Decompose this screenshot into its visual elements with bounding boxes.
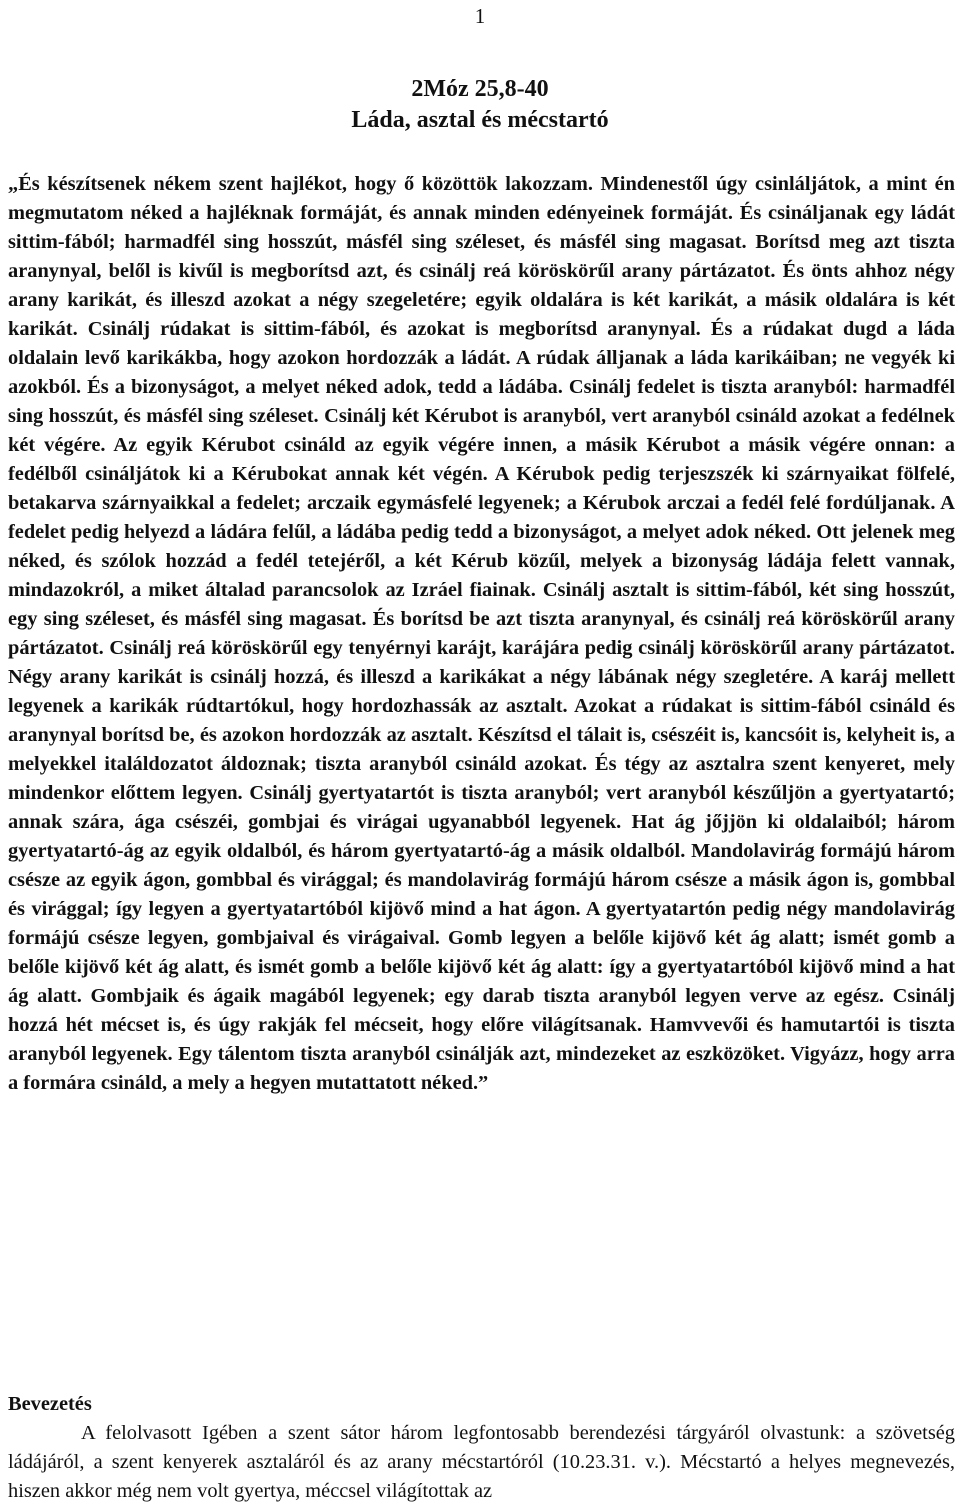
scripture-text: „És készítsenek nékem szent hajlékot, hogy ő közöttök lakozzam. Mindenestől úgy csinláljátok, a mint én megmutatom néked a hajléknak formáját, és annak minden edényeinek formáját. És csináljanak egy ládát sittim-fából; harmadfél sing hosszút, másfél sing széleset, és másfél sing magasat. Borítsd meg azt tiszta aranynyal, belől is kivűl is megborítsd azt, és csinálj reá köröskörűl arany pártázatot. És önts ahhoz négy arany karikát, és illeszd azokat a négy szegeletére; egyik oldalára is két karikát, a másik oldalára is két karikát. Csinálj rúdakat is sittim-fából, és azokat is megborítsd aranynyal. És a rúdakat dugd a láda oldalain levő karikákba, hogy azokon hordozzák a ládát. A rúdak álljanak a láda karikáiban; ne vegyék ki azokból. És a bizonyságot, a melyet néked adok, tedd a ládába. Csinálj fedelet is tiszta aranyból: harmadfél sing hosszút, és másfél sing széleset. Csinálj két Kérubot is aranyból, vert aranyból csináld azokat a fedélnek két végére. Az egyik Kérubot csináld az egyik végére innen, a másik Kérubot a másik végére onnan: a fedélből csináljátok ki a Kérubokat annak két végén. A Kérubok pedig terjeszszék ki szárnyaikat fölfelé, betakarva szárnyaikkal a fedelet; arczaik egymásfelé legyenek; a Kérubok arczai a fedél felé fordúljanak. A fedelet pedig helyezd a ládára felűl, a ládába pedig tedd a bizonyságot, a melyet adok néked. Ott jelenek meg néked, és szólok hozzád a fedél tetejéről, a két Kérub közűl, melyek a bizonyság ládája felett vannak, mindazokról, a miket általad parancsolok az Izráel fiainak. Csinálj asztalt is sittim-fából, két sing hosszút, egy sing széleset, és másfél sing magasat. És borítsd be azt tiszta aranynyal, és csinálj reá köröskörűl arany pártázatot. Csinálj reá köröskörűl egy tenyérnyi karájt, karájára pedig csinálj köröskörűl arany pártázatot. Négy arany karikát is csinálj hozzá, és illeszd a karikákat a négy lábának négy szegletére. A karáj mellett legyenek a karikák rúdtartókul, hogy hordozhassák az asztalt. Azokat a rúdakat is sittim-fából csináld és aranynyal borítsd be, és azokon hordozzák az asztalt. Készítsd el tálait is, csészéit is, kancsóit is, kelyheit is, a melyekkel italáldozatot áldoznak; tiszta aranyból csináld azokat. És tégy az asztalra szent kenyeret, mely mindenkor előttem legyen. Csinálj gyertyatartót is tiszta aranyból; vert aranyból készűljön a gyertyatartó; annak szára, ága csészéi, gombjai és virágai ugyanabból legyenek. Hat ág jőjjön ki oldalaiból; három gyertyatartó-ág az egyik oldalból, és három gyertyatartó-ág a másik oldalból. Mandolavirág formájú három csésze az egyik ágon, gombbal és virággal; és mandolavirág formájú három csésze a másik ágon is, gombbal és virággal; így legyen a gyertyatartóból kijövő mind a hat ágon. A gyertyatartón pedig négy mandolavirág formájú csésze legyen, gombjaival és virágaival. Gomb legyen a belőle kijövő két ág alatt; ismét gomb a belőle kijövő két ág alatt, és ismét gomb a belőle kijövő két ág alatt: így a gyertyatartóból kijövő mind a hat ág alatt. Gombjaik és ágaik magából legyenek; egy darab tiszta aranyból legyen verve az egész. Csinálj hozzá hét mécset is, és úgy rakják fel mécseit, hogy előre világítsanak. Hamvvevői és hamutartói is tiszta aranyból legyenek. Egy tálentom tiszta aranyból csinálják azt, mindezeket az eszközöket. Vigyázz, hogy arra a formára csináld, a mely a hegyen mutattatott néked.” [8, 173, 955, 1094]
page-title [0, 74, 960, 136]
bible-reference: 2Móz 25,8-40 [411, 76, 549, 102]
introduction-text: A felolvasott Igében a szent sátor három legfontosabb berendezési tárgyáról olvastunk: a szövetség ládájáról, a szent kenyerek asztaláról és az arany mécstartóról (10.23.31. v.). Mécstartó a helyes megnevezés, hiszen akkor még nem volt gyertya, méccsel világítottak az [8, 1422, 955, 1502]
introduction-heading: Bevezetés [8, 1393, 92, 1415]
sermon-subtitle: Láda, asztal és mécstartó [351, 107, 609, 133]
page-number: 1 [474, 4, 486, 28]
